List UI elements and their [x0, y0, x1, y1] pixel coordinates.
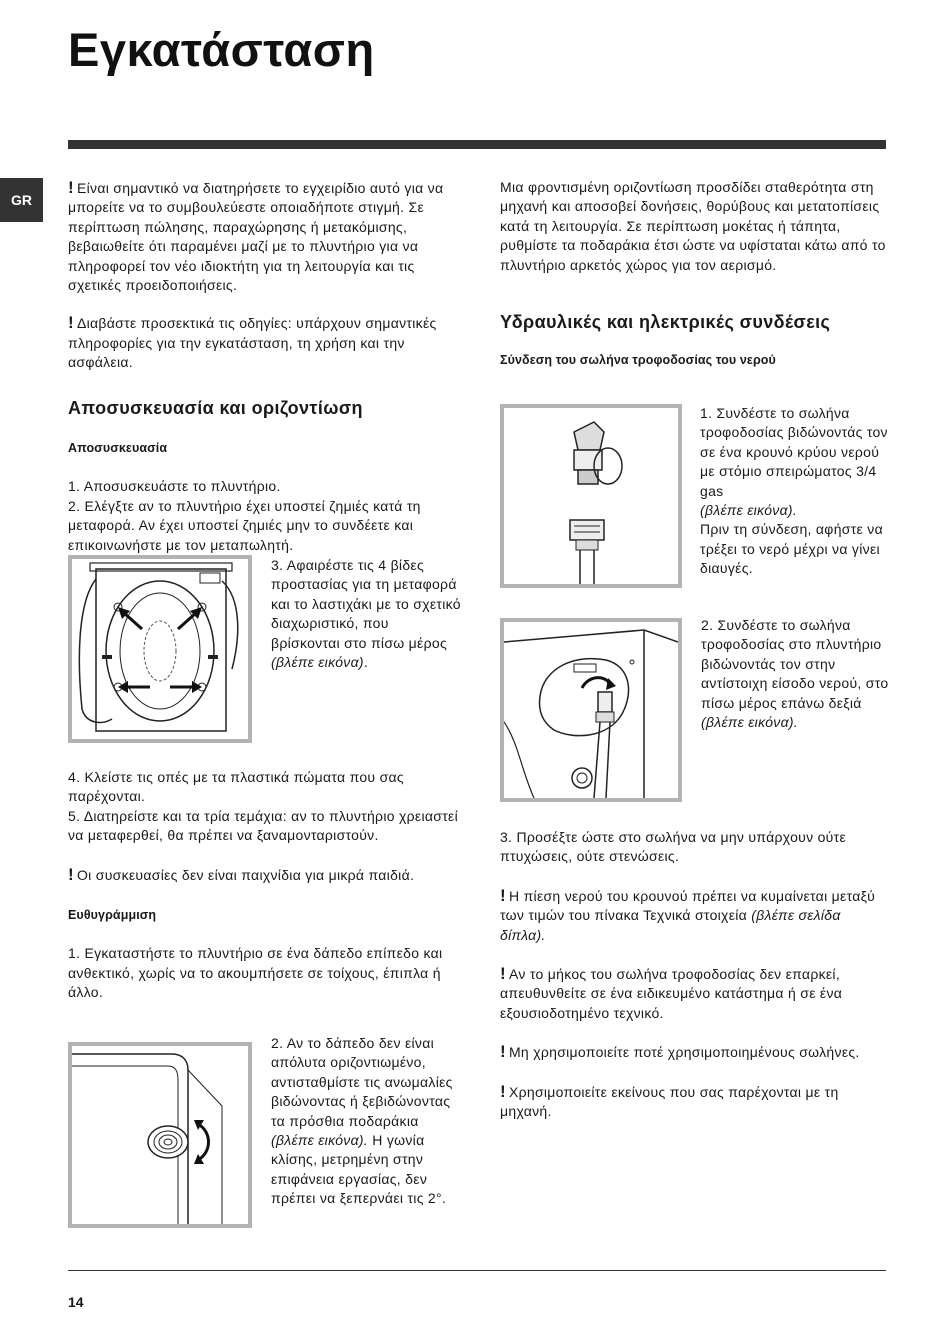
read-instructions-warning: ! Διαβάστε προσεκτικά τις οδηγίες: υπάρχουν σημαντικές πληροφορίες για την εγκατάσταση, τη χρήση και την ασφάλεια. — [68, 313, 437, 371]
level-step-2: 2. Αν το δάπεδο δεν είναι απόλυτα οριζοντιωμένο, αντισταθμίστε τις ανωμαλίες βιδώνοντας ή ξεβιδώνοντας τα πρόσθια ποδαράκια (βλέπε εικόνα). Η γωνία κλίσης, μετρημένη στην επιφάνεια εργασίας, δεν πρέπει να ξεπερνάει τις 2°. — [271, 1035, 453, 1207]
subheading-levelling: Ευθυγράμμιση — [68, 908, 157, 923]
hose-length-warning: ! Αν το μήκος του σωλήνα τροφοδοσίας δεν επαρκεί, απευθυνθείτε σε ένα ειδικευμένο κατάστημα ή σε ένα εξουσιοδοτημένο τεχνικό. — [500, 964, 843, 1021]
right-column-lower — [500, 828, 888, 1121]
figure-machine-back — [68, 555, 252, 743]
inlet-illustration — [504, 622, 678, 798]
warning-icon: ! — [500, 1081, 506, 1101]
left-column — [68, 178, 458, 555]
warning-icon: ! — [500, 885, 506, 905]
hose-step-1: 1. Συνδέστε το σωλήνα τροφοδοσίας βιδώνοντάς τον σε ένα κρουνό κρύου νερού με στόμιο σπειρώματος 3/4 gas (βλέπε εικόνα). Πριν τη σύνδεση, αφήστε να τρέξει το νερό μέχρι να γίνει διαυγές. — [700, 405, 888, 577]
unpack-step-5: 5. Διατηρείστε και τα τρία τεμάχια: αν το πλυντήριο χρειαστεί να μεταφερθεί, θα πρέπει να ξαναμονταριστούν. — [68, 807, 458, 844]
unpack-step-2: 2. Ελέγξτε αν το πλυντήριο έχει υποστεί ζημιές κατά τη μεταφορά. Αν έχει υποστεί ζημιές μην το συνδέετε και επικοινωνήστε με τον μεταπωλητή. — [68, 497, 421, 553]
packaging-warning: ! Οι συσκευασίες δεν είναι παιχνίδια για μικρά παιδιά. — [68, 864, 415, 884]
warning-icon: ! — [500, 1042, 506, 1062]
warning-icon: ! — [500, 964, 506, 984]
machine-back-illustration — [72, 559, 248, 739]
warning-icon: ! — [68, 864, 74, 884]
section-heading-connections: Υδραυλικές και ηλεκτρικές συνδέσεις — [500, 312, 831, 333]
warning-icon: ! — [68, 313, 74, 333]
warning-icon: ! — [68, 178, 74, 197]
right-column — [500, 178, 888, 371]
hose-step-2: 2. Συνδέστε το σωλήνα τροφοδοσίας στο πλυντήριο βιδώνοντάς τον στην αντίστοιχη είσοδο νερού, στο πίσω μέρος επάνω δεξιά (βλέπε εικόνα). — [701, 617, 889, 731]
language-tab: GR — [0, 178, 43, 222]
section-heading-unpack-level: Αποσυσκευασία και οριζοντίωση — [68, 397, 363, 418]
subheading-water-hose: Σύνδεση του σωλήνα τροφοδοσίας του νερού — [500, 353, 776, 368]
figure-levelling-foot — [68, 1042, 252, 1228]
supplied-hose-warning: ! Χρησιμοποιείτε εκείνους που σας παρέχονται με τη μηχανή. — [500, 1081, 839, 1120]
foot-illustration — [72, 1046, 248, 1224]
page-title: Εγκατάσταση — [68, 23, 375, 76]
unpack-step-3: 3. Αφαιρέστε τις 4 βίδες προστασίας για τη μεταφορά και το λαστιχάκι με το σχετικό διαχωριστικό, που βρίσκονται στο πίσω μέρος (βλέπε εικόνα). — [271, 557, 461, 671]
footer-rule — [68, 1270, 886, 1271]
used-hose-warning: ! Μη χρησιμοποιείτε ποτέ χρησιμοποιημένους σωλήνες. — [500, 1042, 860, 1062]
left-column-lower — [68, 768, 458, 1003]
figure-water-inlet — [500, 618, 682, 802]
levelling-note: Μια φροντισμένη οριζοντίωση προσδίδει σταθερότητα στη μηχανή και αποσοβεί δονήσεις, θορύβους και μετατοπίσεις κατά τη λειτουργία. Σε περίπτωση μοκέτας ή τάπητα, ρυθμίστε τα ποδαράκια έτσι ώστε να υφίσταται κάτω από το πλυντήριο αρκετός χώρος για τον αερισμό. — [500, 179, 886, 273]
level-step-1: 1. Εγκαταστήστε το πλυντήριο σε ένα δάπεδο επίπεδο και ανθεκτικό, χωρίς να το ακουμπήσετε σε τοίχους, έπιπλα ή άλλο. — [68, 945, 443, 1001]
hose-step-3: 3. Προσέξτε ώστε στο σωλήνα να μην υπάρχουν ούτε πτυχώσεις, ούτε στενώσεις. — [500, 829, 847, 865]
figure-tap-hose — [500, 404, 682, 588]
pressure-warning: ! Η πίεση νερού του κρουνού πρέπει να κυμαίνεται μεταξύ των τιμών του πίνακα Τεχνικά στοιχεία (βλέπε σελίδα δίπλα). — [500, 885, 876, 943]
title-rule — [68, 140, 886, 149]
intro-warning: ! Είναι σημαντικό να διατηρήσετε το εγχειρίδιο αυτό για να μπορείτε να το συμβουλεύεστε οποιαδήποτε στιγμή. Σε περίπτωση πώλησης, παραχώρησης ή μετακόμισης, βεβαιωθείτε ότι παραμένει μαζί με το πλυντήριο για να πληροφορεί τον νέο ιδιοκτήτη για τη λειτουργία και τις σχετικές προειδοποιήσεις. — [68, 178, 444, 294]
tap-illustration — [504, 408, 678, 584]
unpack-step-1: 1. Αποσυσκευάστε το πλυντήριο. — [68, 478, 281, 495]
unpack-step-4: 4. Κλείστε τις οπές με τα πλαστικά πώματα που σας παρέχονται. — [68, 769, 404, 805]
page-number: 14 — [68, 1294, 84, 1310]
subheading-unpacking: Αποσυσκευασία — [68, 441, 168, 456]
